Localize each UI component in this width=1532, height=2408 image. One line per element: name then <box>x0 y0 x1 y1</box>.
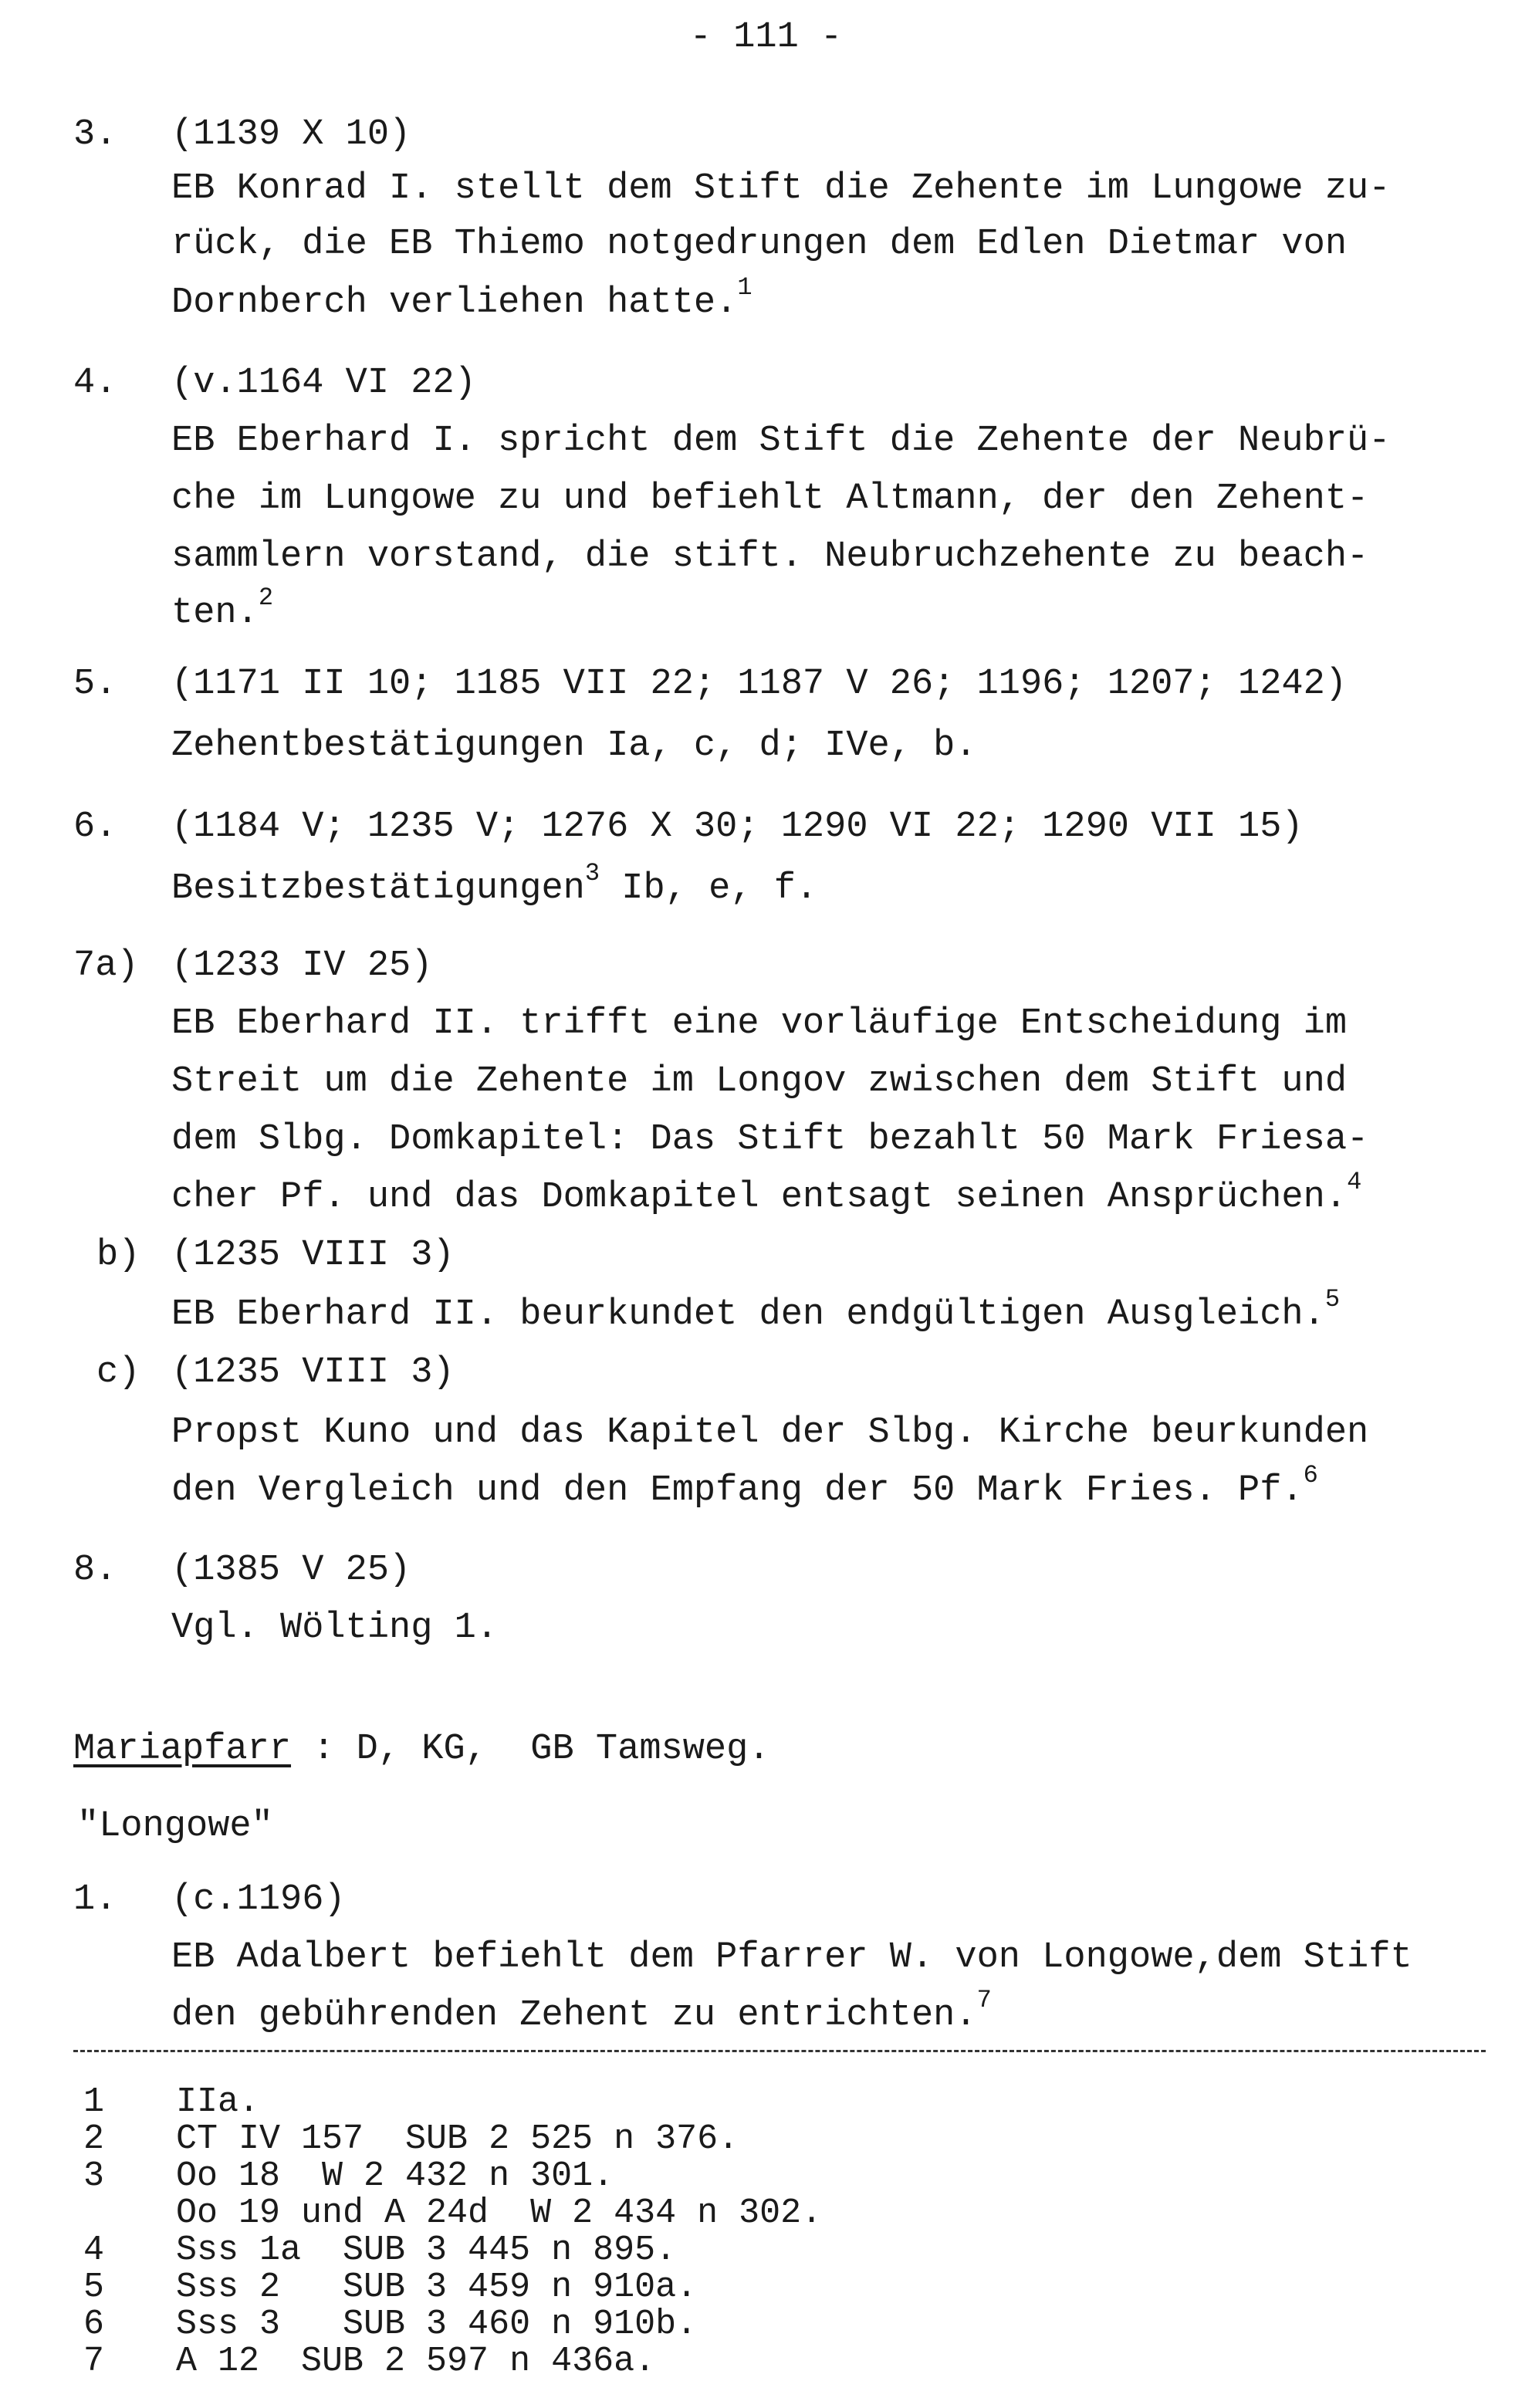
item-text-line: ten.$^2$ <box>171 583 274 634</box>
item-text-line: rück, die EB Thiemo notgedrungen dem Edlen Dietmar von <box>171 224 1348 265</box>
item-number: c) <box>96 1352 140 1393</box>
item-text-line: EB Eberhard I. spricht dem Stift die Zehente der Neubrü- <box>171 421 1391 462</box>
item-date: (c.1196) <box>171 1879 346 1920</box>
item-text-line: EB Eberhard II. beurkundet den endgültigen Ausgleich.$^5$ <box>171 1285 1341 1335</box>
footnote-ref: 3 <box>584 859 600 888</box>
item-number: 5. <box>73 664 117 705</box>
footnote: 6 Sss 3 SUB 3 460 n 910b. <box>83 2305 698 2344</box>
footnote-ref: 7 <box>976 1986 992 2015</box>
item-date: (1235 VIII 3) <box>171 1352 455 1393</box>
item-text-line: dem Slbg. Domkapitel: Das Stift bezahlt 50 Mark Friesa- <box>171 1119 1369 1160</box>
item-date: (v.1164 VI 22) <box>171 363 476 404</box>
footnote: 7 A 12 SUB 2 597 n 436a. <box>83 2342 656 2381</box>
item-number: 6. <box>73 807 117 847</box>
item-text-line: sammlern vorstand, die stift. Neubruchzehente zu beach- <box>171 536 1369 577</box>
item-text-line: Zehentbestätigungen Ia, c, d; IVe, b. <box>171 725 977 766</box>
item-number: 8. <box>73 1550 117 1591</box>
footnote: 3 Oo 18 W 2 432 n 301. <box>83 2156 614 2196</box>
footnote: 4 Sss 1a SUB 3 445 n 895. <box>83 2230 677 2270</box>
item-date: (1385 V 25) <box>171 1550 411 1591</box>
footnote: Oo 19 und A 24d W 2 434 n 302. <box>176 2193 823 2233</box>
item-date: (1235 VIII 3) <box>171 1235 455 1276</box>
item-number: 1. <box>73 1879 117 1920</box>
item-date: (1233 IV 25) <box>171 945 433 986</box>
item-text-line: den Vergleich und den Empfang der 50 Mark Fries. Pf.$^6$ <box>171 1461 1318 1511</box>
footnote: 1 IIa. <box>83 2082 260 2122</box>
section-old-name: "Longowe" <box>77 1806 273 1847</box>
item-text-line: den gebührenden Zehent zu entrichten.$^7$ <box>171 1986 992 2036</box>
item-text-line: EB Konrad I. stellt dem Stift die Zehente im Lungowe zu- <box>171 168 1391 209</box>
item-text-line: Besitzbestätigungen$^3$ Ib, e, f. <box>171 859 818 909</box>
item-text-line: EB Eberhard II. trifft eine vorläufige Entscheidung im <box>171 1003 1348 1044</box>
section-heading <box>73 1729 770 1770</box>
section-title: Mariapfarr <box>73 1729 292 1770</box>
item-number: 3. <box>73 114 117 155</box>
page-number: - 111 - <box>689 17 843 58</box>
item-text-line: EB Adalbert befiehlt dem Pfarrer W. von Longowe,dem Stift <box>171 1937 1412 1978</box>
footnote: 5 Sss 2 SUB 3 459 n 910a. <box>83 2268 698 2307</box>
section-details: : D, KG, GB Tamsweg. <box>291 1729 770 1770</box>
footnote: 2 CT IV 157 SUB 2 525 n 376. <box>83 2119 739 2159</box>
item-date: (1171 II 10; 1185 VII 22; 1187 V 26; 1196; 1207; 1242) <box>171 664 1348 705</box>
item-number: b) <box>96 1235 140 1276</box>
item-number: 4. <box>73 363 117 404</box>
item-text-line: cher Pf. und das Domkapitel entsagt seinen Ansprüchen.$^4$ <box>171 1168 1362 1218</box>
item-text-line: Propst Kuno und das Kapitel der Slbg. Kirche beurkunden <box>171 1412 1369 1453</box>
footnote-ref: 4 <box>1347 1168 1362 1197</box>
item-date: (1184 V; 1235 V; 1276 X 30; 1290 VI 22; 1290 VII 15) <box>171 807 1304 847</box>
item-number: 7a) <box>73 945 139 986</box>
item-text-line: Dornberch verliehen hatte.$^1$ <box>171 273 752 323</box>
footnote-divider <box>73 2050 1486 2052</box>
item-text-line: Streit um die Zehente im Longov zwischen dem Stift und <box>171 1061 1348 1102</box>
footnote-ref: 6 <box>1303 1461 1318 1490</box>
item-text-line: Vgl. Wölting 1. <box>171 1608 499 1649</box>
item-date: (1139 X 10) <box>171 114 411 155</box>
footnote-ref: 5 <box>1324 1285 1341 1314</box>
item-text-line: che im Lungowe zu und befiehlt Altmann, der den Zehent- <box>171 479 1369 519</box>
footnote-ref: 2 <box>258 583 274 613</box>
footnote-ref: 1 <box>737 273 752 303</box>
